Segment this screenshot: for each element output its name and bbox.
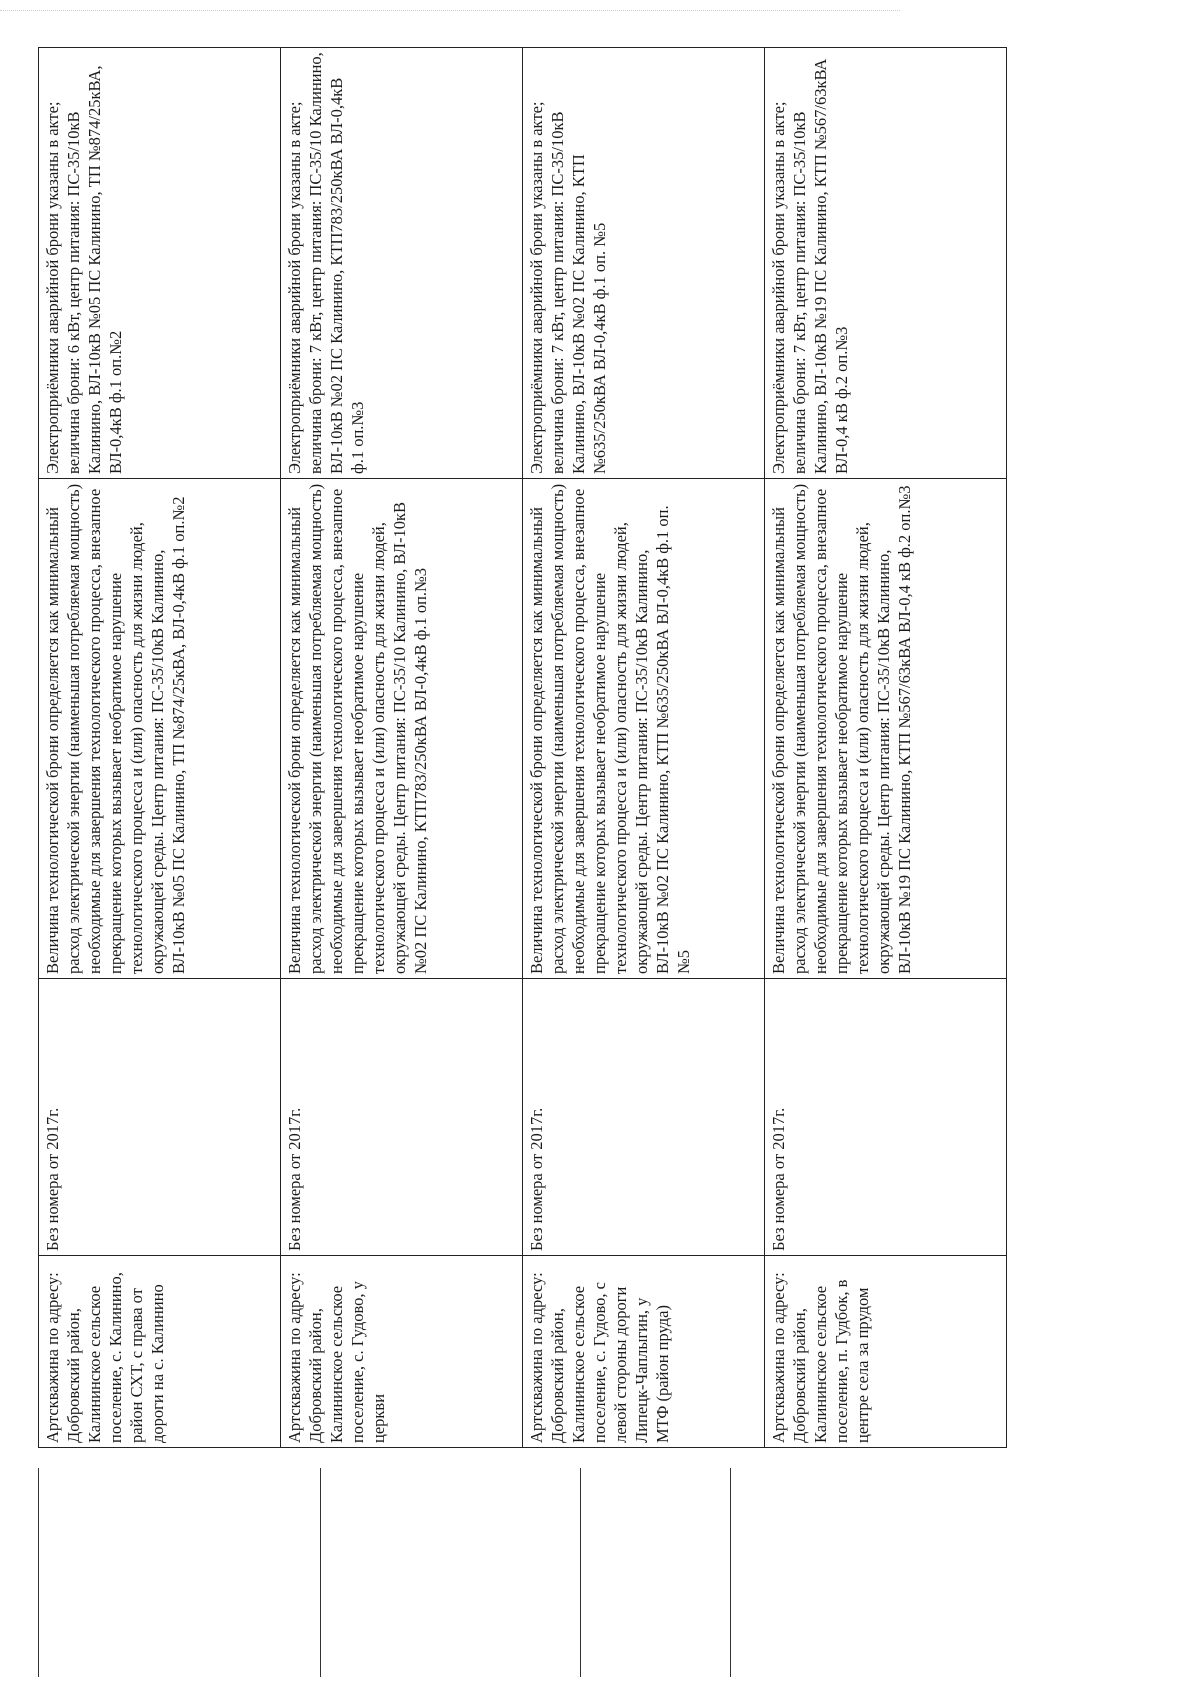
emergency-reserve-cell: Электроприёмники аварийной брони указаны в акте; величина брони: 7 кВт, центр питания: ПС-35/10 Калинино, ВЛ-10кВ №02 ПС Калинино, КТП783/250кВА ВЛ-0,4кВ ф.1 оп.№3	[281, 48, 523, 479]
act-cell: Без номера от 2017г.	[765, 979, 1007, 1256]
tech-reserve-cell: Величина технологической брони определяется как минимальный расход электрической энергии (наименьшая потребляемая мощность) необходимые для завершения технологического процесса, внезапное прекращение которых вызывает необратимое нарушение технологического процесса и (или) опасность для жизни людей, окружающей среды. Центр питания: ПС-35/10 Калинино, ВЛ-10кВ №02 ПС Калинино, КТП783/250кВА ВЛ-0,4кВ ф.1 оп.№3	[281, 479, 523, 979]
emergency-reserve-cell: Электроприёмники аварийной брони указаны в акте; величина брони: 7 кВт, центр питания: ПС-35/10кВ Калинино, ВЛ-10кВ №02 ПС Калинино, КТП №635/250кВА ВЛ-0,4кВ ф.1 оп. №5	[523, 48, 765, 479]
tech-reserve-cell: Величина технологической брони определяется как минимальный расход электрической энергии (наименьшая потребляемая мощность) необходимые для завершения технологического процесса, внезапное прекращение которых вызывает необратимое нарушение технологического процесса и (или) опасность для жизни людей, окружающей среды. Центр питания: ПС-35/10кВ Калинино, ВЛ-10кВ №19 ПС Калинино, КТП №567/63кВА ВЛ-0,4 кВ ф.2 оп.№3	[765, 479, 1007, 979]
reserve-table	[38, 47, 1007, 1448]
signature-line	[730, 1468, 731, 1677]
table-row	[523, 48, 765, 1448]
table-row	[281, 48, 523, 1448]
scan-edge	[0, 10, 900, 11]
signature-line	[38, 1468, 39, 1677]
act-cell: Без номера от 2017г.	[39, 979, 281, 1256]
address-cell: Артскважина по адресу: Добровский район, Калининское сельское поселение, п. Гудбок, в центре села за прудом	[765, 1256, 1007, 1448]
rotated-page-content	[38, 48, 1088, 1448]
act-cell: Без номера от 2017г.	[523, 979, 765, 1256]
table-row	[39, 48, 281, 1448]
act-cell: Без номера от 2017г.	[281, 979, 523, 1256]
emergency-reserve-cell: Электроприёмники аварийной брони указаны в акте; величина брони: 7 кВт, центр питания: ПС-35/10кВ Калинино, ВЛ-10кВ №19 ПС Калинино, КТП №567/63кВА ВЛ-0,4 кВ ф.2 оп.№3	[765, 48, 1007, 479]
address-cell: Артскважина по адресу: Добровский район, Калининское сельское поселение, с. Калинино, район СХТ, с права от дороги на с. Калинино	[39, 1256, 281, 1448]
signature-line	[320, 1468, 321, 1677]
emergency-reserve-cell: Электроприёмники аварийной брони указаны в акте; величина брони: 6 кВт, центр питания: ПС-35/10кВ Калинино, ВЛ-10кВ №05 ПС Калинино, ТП №874/25кВА, ВЛ-0,4кВ ф.1 оп.№2	[39, 48, 281, 479]
tech-reserve-cell: Величина технологической брони определяется как минимальный расход электрической энергии (наименьшая потребляемая мощность) необходимые для завершения технологического процесса, внезапное прекращение которых вызывает необратимое нарушение технологического процесса и (или) опасность для жизни людей, окружающей среды. Центр питания: ПС-35/10кВ Калинино, ВЛ-10кВ №05 ПС Калинино, ТП №874/25кВА, ВЛ-0,4кВ ф.1 оп.№2	[39, 479, 281, 979]
address-cell: Артскважина по адресу: Добровский район, Калининское сельское поселение, с. Гудово, у церкви	[281, 1256, 523, 1448]
table-row	[765, 48, 1007, 1448]
tech-reserve-cell: Величина технологической брони определяется как минимальный расход электрической энергии (наименьшая потребляемая мощность) необходимые для завершения технологического процесса, внезапное прекращение которых вызывает необратимое нарушение технологического процесса и (или) опасность для жизни людей, окружающей среды. Центр питания: ПС-35/10кВ Калинино, ВЛ-10кВ №02 ПС Калинино, КТП №635/250кВА ВЛ-0,4кВ ф.1 оп. №5	[523, 479, 765, 979]
signature-line	[580, 1468, 581, 1677]
address-cell: Артскважина по адресу: Добровский район, Калининское сельское поселение, с. Гудово, с левой стороны дороги Липецк-Чаплыгин, у МТФ (район пруда)	[523, 1256, 765, 1448]
